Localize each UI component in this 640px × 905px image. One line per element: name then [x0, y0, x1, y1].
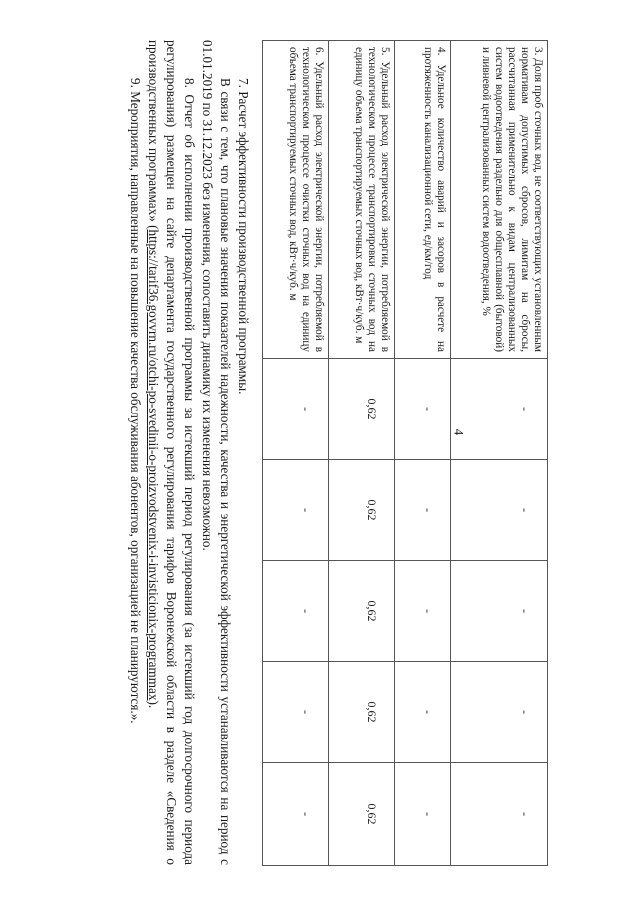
rotated-page-content [78, 40, 548, 865]
value-cell: - [395, 763, 451, 866]
value-cell: 0,62 [329, 359, 395, 460]
value-cell: - [395, 359, 451, 460]
indicator-cell: 5. Удельный расход электрической энергии, потребляемой в технологическом процессе транспортировки сточных вод на единицу объема транспортируемых сточных вод, кВт·ч/куб. м [329, 41, 395, 359]
value-cell: - [451, 561, 548, 662]
paragraph-8 [144, 40, 198, 865]
value-cell: - [263, 662, 329, 763]
value-cell: 0,62 [329, 662, 395, 763]
indicator-cell: 6. Удельный расход электрической энергии, потребляемой в технологическом процессе очистки сточных вод на единицу объема транспортируемых сточных вод, кВт·ч/куб. м [263, 41, 329, 359]
paragraph-9: 9. Мероприятия, направленные на повышение качества обслуживания абонентов, организацией не планируются.». [128, 78, 144, 724]
paragraph-7: 7. Расчет эффективности производственной программы. [236, 78, 251, 395]
value-cell: - [263, 460, 329, 561]
value-cell: - [451, 359, 548, 460]
report-link[interactable]: https://tarif36.govvrn.ru/otchi-po-svedinii-o-proizvodstvenix-i-invisticionix-programmax [146, 229, 162, 701]
indicators-table [262, 40, 548, 866]
value-cell: - [451, 662, 548, 763]
value-cell: - [395, 662, 451, 763]
value-cell: - [451, 460, 548, 561]
value-cell: - [263, 359, 329, 460]
table-row [395, 41, 451, 866]
value-cell: 0,62 [329, 561, 395, 662]
value-cell: - [395, 561, 451, 662]
table-row [451, 41, 548, 866]
value-cell: - [395, 460, 451, 561]
paragraph-8-text: 8. Отчет об исполнении производственной программы за истекший период регулирования (за истекший год долгосрочного периода регулирования) размещен на сайте департамента государственного регулирования тарифов Воронежской области в разделе «Сведения о производственных программах» ( [146, 40, 198, 865]
value-cell: - [451, 763, 548, 866]
value-cell: - [263, 561, 329, 662]
indicator-cell: 4. Удельное количество аварий и засоров в расчете на протяженность канализационной сети, ед/км/год [395, 41, 451, 359]
table-row [329, 41, 395, 866]
value-cell: - [263, 763, 329, 866]
indicator-cell: 3. Доля проб сточных вод, не соответствующих установленным нормативам допустимых сбросов, лимитам на сбросы, рассчитанная применительно к видам централизованных систем водоотведения раздельно для общесплавной (бытовой) и ливневой централизованных систем водоотведения, % [451, 41, 548, 359]
paragraph-efficiency: В связи с тем, что плановые значения показателей надежности, качества и энергетической эффективности устанавливаются на период с 01.01.2019 по 31.12.2023 без изменения, сопоставить динамику их изменения невозможно. [200, 40, 234, 865]
body-text [126, 40, 252, 865]
value-cell: 0,62 [329, 763, 395, 866]
table-row [263, 41, 329, 866]
page-number: 4 [451, 428, 467, 436]
value-cell: 0,62 [329, 460, 395, 561]
paragraph-8-end: ). [146, 700, 162, 709]
